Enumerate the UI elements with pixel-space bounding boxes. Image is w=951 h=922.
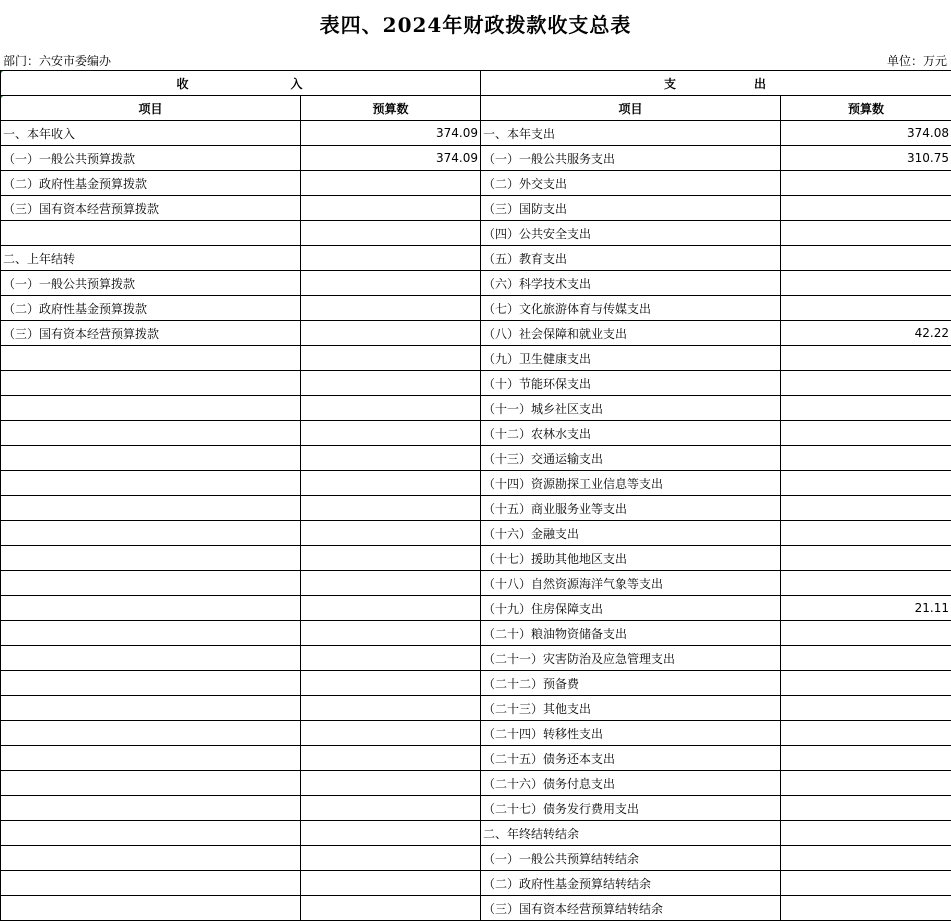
expense-amount-cell xyxy=(781,696,951,721)
table-row xyxy=(1,246,951,271)
table-row xyxy=(1,696,951,721)
table-row xyxy=(1,846,951,871)
income-amount-cell xyxy=(301,896,481,921)
income-amount-cell xyxy=(301,221,481,246)
expense-amount-cell xyxy=(781,296,951,321)
income-amount-cell xyxy=(301,746,481,771)
income-item-cell xyxy=(1,471,301,496)
income-item-cell xyxy=(1,396,301,421)
table-row xyxy=(1,296,951,321)
expense-item-cell: （二十一）灾害防治及应急管理支出 xyxy=(481,646,781,671)
table-row xyxy=(1,721,951,746)
income-amount-cell xyxy=(301,871,481,896)
income-amount-cell xyxy=(301,621,481,646)
expense-amount-cell xyxy=(781,846,951,871)
table-row xyxy=(1,746,951,771)
expense-item-cell: （十三）交通运输支出 xyxy=(481,446,781,471)
income-amount-cell xyxy=(301,346,481,371)
expense-item-cell: （二十五）债务还本支出 xyxy=(481,746,781,771)
income-amount-cell xyxy=(301,196,481,221)
expense-amount-cell xyxy=(781,571,951,596)
income-item-cell: （二）政府性基金预算拨款 xyxy=(1,296,301,321)
income-amount-cell: 374.09 xyxy=(301,146,481,171)
table-row xyxy=(1,496,951,521)
expense-amount-cell: 310.75 xyxy=(781,146,951,171)
expense-amount-cell xyxy=(781,196,951,221)
table-row xyxy=(1,571,951,596)
income-amount-cell xyxy=(301,296,481,321)
table-row xyxy=(1,196,951,221)
expense-item-cell: （十九）住房保障支出 xyxy=(481,596,781,621)
table-row xyxy=(1,421,951,446)
income-item-cell xyxy=(1,846,301,871)
income-item-cell xyxy=(1,346,301,371)
expense-item-cell: （三）国有资本经营预算结转结余 xyxy=(481,896,781,921)
expense-amount-cell xyxy=(781,396,951,421)
income-item-cell xyxy=(1,521,301,546)
expense-amount-cell xyxy=(781,871,951,896)
expense-item-cell: （一）一般公共预算结转结余 xyxy=(481,846,781,871)
unit-label: 单位：万元 xyxy=(886,54,947,68)
income-amount-cell xyxy=(301,796,481,821)
col-header-amount-left: 预算数 xyxy=(301,96,481,121)
expense-item-cell: （十六）金融支出 xyxy=(481,521,781,546)
income-item-cell xyxy=(1,596,301,621)
expense-item-cell: （二十七）债务发行费用支出 xyxy=(481,796,781,821)
table-row xyxy=(1,771,951,796)
income-amount-cell xyxy=(301,371,481,396)
income-item-cell xyxy=(1,221,301,246)
expense-amount-cell: 21.11 xyxy=(781,596,951,621)
income-amount-cell xyxy=(301,171,481,196)
expense-amount-cell xyxy=(781,271,951,296)
budget-table xyxy=(0,70,951,921)
income-amount-cell xyxy=(301,471,481,496)
table-row xyxy=(1,396,951,421)
expense-amount-cell: 374.08 xyxy=(781,121,951,146)
income-item-cell xyxy=(1,796,301,821)
expense-item-cell: （十）节能环保支出 xyxy=(481,371,781,396)
income-item-cell xyxy=(1,671,301,696)
table-row xyxy=(1,896,951,921)
expense-item-cell: （二）外交支出 xyxy=(481,171,781,196)
income-amount-cell: 374.09 xyxy=(301,121,481,146)
expense-amount-cell: 42.22 xyxy=(781,321,951,346)
col-header-item-left: 项目 xyxy=(1,96,301,121)
income-amount-cell xyxy=(301,846,481,871)
income-amount-cell xyxy=(301,271,481,296)
expense-amount-cell xyxy=(781,421,951,446)
income-item-cell xyxy=(1,571,301,596)
expense-section-header xyxy=(481,71,951,96)
expense-amount-cell xyxy=(781,621,951,646)
table-row xyxy=(1,146,951,171)
expense-amount-cell xyxy=(781,796,951,821)
expense-amount-cell xyxy=(781,771,951,796)
expense-item-cell: （八）社会保障和就业支出 xyxy=(481,321,781,346)
income-section-label-a: 收 xyxy=(176,76,191,91)
col-header-item-right: 项目 xyxy=(481,96,781,121)
income-amount-cell xyxy=(301,721,481,746)
income-item-cell xyxy=(1,821,301,846)
section-header-row xyxy=(1,71,951,96)
table-row xyxy=(1,121,951,146)
expense-item-cell: 二、年终结转结余 xyxy=(481,821,781,846)
income-amount-cell xyxy=(301,571,481,596)
expense-amount-cell xyxy=(781,896,951,921)
income-item-cell: 一、本年收入 xyxy=(1,121,301,146)
income-item-cell: 二、上年结转 xyxy=(1,246,301,271)
income-item-cell: （二）政府性基金预算拨款 xyxy=(1,171,301,196)
expense-item-cell: （十八）自然资源海洋气象等支出 xyxy=(481,571,781,596)
table-row xyxy=(1,596,951,621)
income-amount-cell xyxy=(301,646,481,671)
col-header-amount-right: 预算数 xyxy=(781,96,951,121)
table-row xyxy=(1,271,951,296)
report-title: 表四、2024年财政拨款收支总表 xyxy=(319,13,632,37)
table-body xyxy=(1,121,951,921)
expense-amount-cell xyxy=(781,171,951,196)
income-item-cell: （三）国有资本经营预算拨款 xyxy=(1,196,301,221)
expense-item-cell: （三）国防支出 xyxy=(481,196,781,221)
expense-amount-cell xyxy=(781,246,951,271)
table-row xyxy=(1,371,951,396)
income-section-header xyxy=(1,71,481,96)
income-amount-cell xyxy=(301,696,481,721)
table-row xyxy=(1,346,951,371)
expense-amount-cell xyxy=(781,521,951,546)
expense-item-cell: （十一）城乡社区支出 xyxy=(481,396,781,421)
expense-item-cell: （一）一般公共服务支出 xyxy=(481,146,781,171)
expense-amount-cell xyxy=(781,471,951,496)
income-amount-cell xyxy=(301,396,481,421)
table-row xyxy=(1,796,951,821)
income-item-cell xyxy=(1,546,301,571)
income-item-cell xyxy=(1,721,301,746)
income-item-cell xyxy=(1,496,301,521)
table-row xyxy=(1,221,951,246)
income-item-cell xyxy=(1,421,301,446)
expense-amount-cell xyxy=(781,221,951,246)
expense-item-cell: （十二）农林水支出 xyxy=(481,421,781,446)
income-amount-cell xyxy=(301,546,481,571)
expense-item-cell: （二十六）债务付息支出 xyxy=(481,771,781,796)
income-amount-cell xyxy=(301,521,481,546)
expense-item-cell: 一、本年支出 xyxy=(481,121,781,146)
income-amount-cell xyxy=(301,246,481,271)
income-item-cell xyxy=(1,621,301,646)
income-amount-cell xyxy=(301,771,481,796)
expense-amount-cell xyxy=(781,371,951,396)
income-amount-cell xyxy=(301,596,481,621)
income-amount-cell xyxy=(301,421,481,446)
table-row xyxy=(1,446,951,471)
expense-section-label-a: 支 xyxy=(663,76,678,91)
expense-item-cell: （五）教育支出 xyxy=(481,246,781,271)
expense-item-cell: （四）公共安全支出 xyxy=(481,221,781,246)
income-item-cell xyxy=(1,771,301,796)
expense-item-cell: （十四）资源勘探工业信息等支出 xyxy=(481,471,781,496)
table-row xyxy=(1,621,951,646)
column-header-row xyxy=(1,96,951,121)
income-item-cell xyxy=(1,896,301,921)
expense-item-cell: （七）文化旅游体育与传媒支出 xyxy=(481,296,781,321)
income-item-cell: （一）一般公共预算拨款 xyxy=(1,146,301,171)
expense-amount-cell xyxy=(781,646,951,671)
income-amount-cell xyxy=(301,496,481,521)
expense-item-cell: （二十四）转移性支出 xyxy=(481,721,781,746)
report-meta xyxy=(0,46,951,70)
table-row xyxy=(1,521,951,546)
expense-amount-cell xyxy=(781,496,951,521)
expense-item-cell: （二）政府性基金预算结转结余 xyxy=(481,871,781,896)
income-amount-cell xyxy=(301,446,481,471)
expense-amount-cell xyxy=(781,446,951,471)
expense-item-cell: （二十）粮油物资储备支出 xyxy=(481,621,781,646)
table-row xyxy=(1,871,951,896)
table-row xyxy=(1,646,951,671)
income-item-cell: （一）一般公共预算拨款 xyxy=(1,271,301,296)
income-item-cell xyxy=(1,746,301,771)
income-amount-cell xyxy=(301,821,481,846)
expense-amount-cell xyxy=(781,746,951,771)
table-row xyxy=(1,546,951,571)
table-row xyxy=(1,321,951,346)
expense-item-cell: （二十二）预备费 xyxy=(481,671,781,696)
income-amount-cell xyxy=(301,321,481,346)
expense-item-cell: （九）卫生健康支出 xyxy=(481,346,781,371)
expense-section-label-b: 出 xyxy=(754,76,769,91)
income-item-cell: （三）国有资本经营预算拨款 xyxy=(1,321,301,346)
expense-item-cell: （十五）商业服务业等支出 xyxy=(481,496,781,521)
table-row xyxy=(1,171,951,196)
expense-amount-cell xyxy=(781,671,951,696)
income-amount-cell xyxy=(301,671,481,696)
table-row xyxy=(1,471,951,496)
expense-item-cell: （六）科学技术支出 xyxy=(481,271,781,296)
income-item-cell xyxy=(1,696,301,721)
expense-item-cell: （二十三）其他支出 xyxy=(481,696,781,721)
income-item-cell xyxy=(1,371,301,396)
expense-amount-cell xyxy=(781,546,951,571)
table-row xyxy=(1,821,951,846)
expense-amount-cell xyxy=(781,721,951,746)
income-section-label-b: 入 xyxy=(290,76,305,91)
table-row xyxy=(1,671,951,696)
expense-amount-cell xyxy=(781,821,951,846)
income-item-cell xyxy=(1,446,301,471)
department-label: 部门：六安市委编办 xyxy=(3,54,112,68)
expense-item-cell: （十七）援助其他地区支出 xyxy=(481,546,781,571)
expense-amount-cell xyxy=(781,346,951,371)
income-item-cell xyxy=(1,871,301,896)
income-item-cell xyxy=(1,646,301,671)
